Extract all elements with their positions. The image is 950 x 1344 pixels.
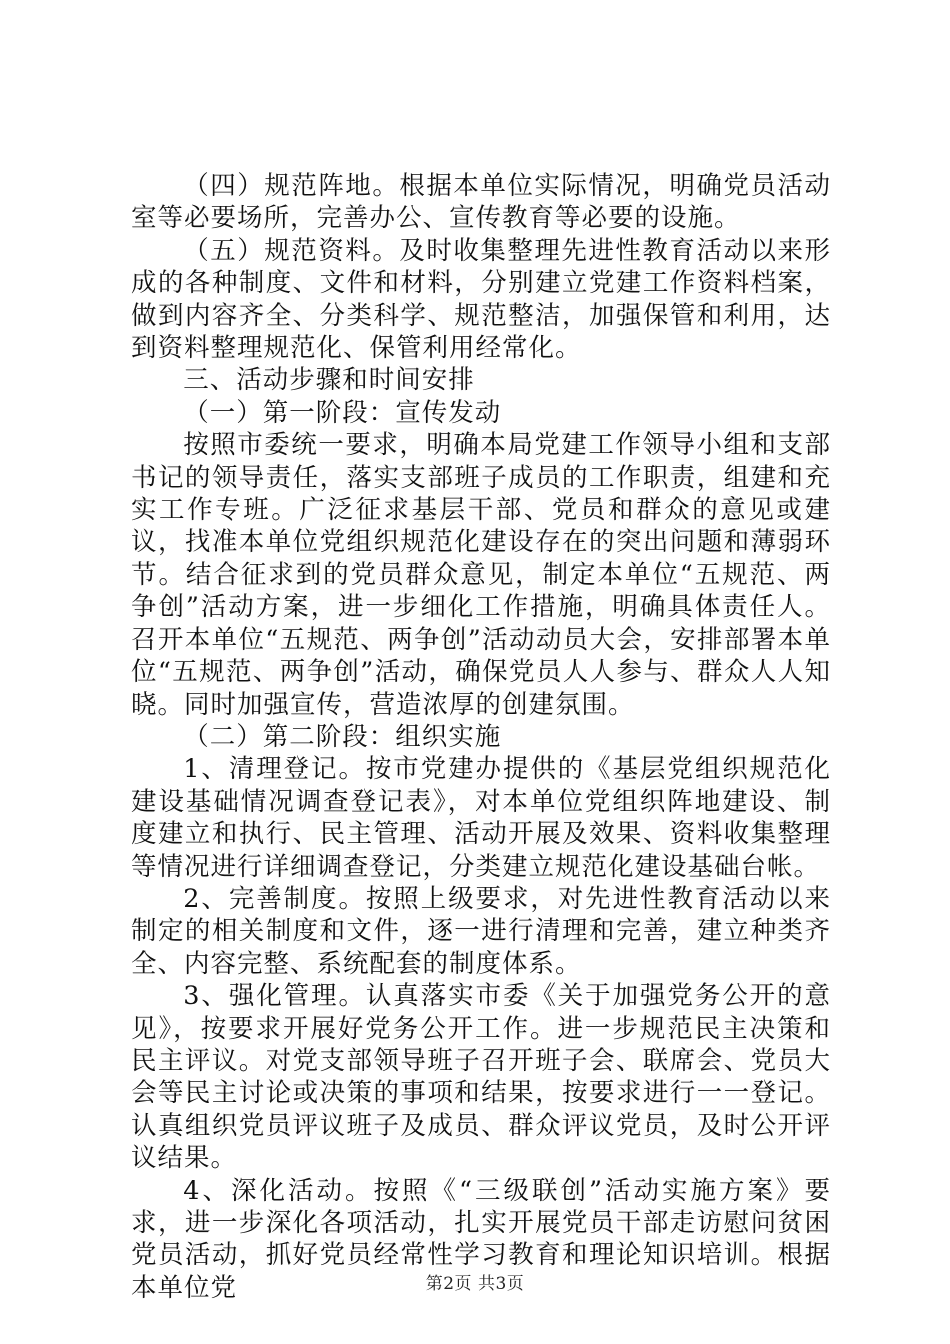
- paragraph-stage-one-detail: 按照市委统一要求，明确本局党建工作领导小组和支部书记的领导责任，落实支部班子成员的工作职责，组建和充实工作专班。广泛征求基层干部、党员和群众的意见或建议，找准本单位党组织规范化建设存在的突出问题和薄弱环节。结合征求到的党员群众意见，制定本单位“五规范、两争创”活动方案，进一步细化工作措施，明确具体责任人。召开本单位“五规范、两争创”活动动员大会，安排部署本单位“五规范、两争创”活动，确保党员人人参与、群众人人知晓。同时加强宣传，营造浓厚的创建氛围。: [131, 430, 831, 720]
- subheading-stage-two: （二）第二阶段：组织实施: [183, 721, 502, 752]
- page-footer: [0, 1273, 950, 1295]
- subheading-stage-one: （一）第一阶段：宣传发动: [183, 397, 502, 428]
- paragraph-standardize-venue: （四）规范阵地。根据本单位实际情况，明确党员活动室等必要场所，完善办公、宣传教育等必要的设施。: [131, 171, 831, 234]
- paragraph-item-improve-system: 2、完善制度。按照上级要求，对先进性教育活动以来制定的相关制度和文件，逐一进行清理和完善，建立种类齐全、内容完整、系统配套的制度体系。: [131, 883, 831, 979]
- page-number-label: 第2页 共3页: [425, 1274, 525, 1294]
- paragraph-item-registration: 1、清理登记。按市党建办提供的《基层党组织规范化建设基础情况调查登记表》，对本单位党组织阵地建设、制度建立和执行、民主管理、活动开展及效果、资料收集整理等情况进行详细调查登记，分类建立规范化建设基础台帐。: [131, 754, 831, 882]
- section-heading-steps-schedule: 三、活动步骤和时间安排: [183, 365, 475, 396]
- paragraph-item-strengthen-management: 3、强化管理。认真落实市委《关于加强党务公开的意见》，按要求开展好党务公开工作。进一步规范民主决策和民主评议。对党支部领导班子召开班子会、联席会、党员大会等民主讨论或决策的事项和结果，按要求进行一一登记。认真组织党员评议班子及成员、群众评议党员，及时公开评议结果。: [131, 981, 831, 1174]
- paragraph-standardize-materials: （五）规范资料。及时收集整理先进性教育活动以来形成的各种制度、文件和材料，分别建立党建工作资料档案，做到内容齐全、分类科学、规范整洁，加强保管和利用，达到资料整理规范化、保管利用经常化。: [131, 235, 831, 364]
- document-body: [131, 170, 831, 1304]
- paragraph-item-deepen-activities: 4、深化活动。按照《“三级联创”活动实施方案》要求，进一步深化各项活动，扎实开展党员干部走访慰问贫困党员活动，抓好党员经常性学习教育和理论知识培训。根据本单位党: [131, 1175, 831, 1303]
